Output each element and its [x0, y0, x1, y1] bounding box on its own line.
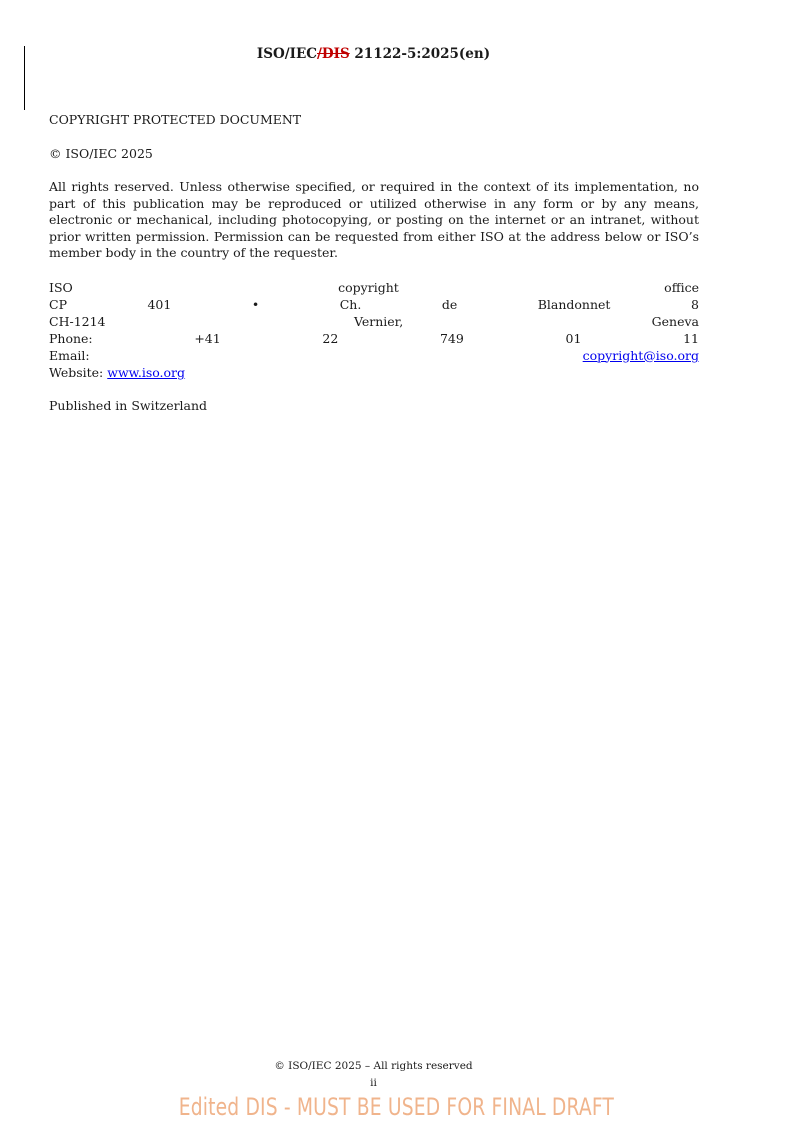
address-line-2: [49, 296, 699, 313]
header-struck-text: /DIS: [317, 46, 350, 62]
copyright-notice: COPYRIGHT PROTECTED DOCUMENT: [49, 112, 302, 127]
address-word: CP: [49, 296, 67, 312]
phone-word: 01: [565, 330, 582, 346]
address-word: CH-1214: [49, 313, 106, 329]
address-word: office: [664, 279, 699, 295]
phone-word: 11: [683, 330, 699, 346]
page-content: [49, 112, 699, 431]
website-link[interactable]: www.iso.org: [107, 364, 186, 380]
published-note: Published in Switzerland: [49, 397, 208, 413]
phone-word: 22: [322, 330, 339, 346]
copyright-line: © ISO/IEC 2025: [49, 145, 153, 161]
email-line: [49, 347, 699, 364]
phone-word: Phone:: [49, 330, 93, 346]
address-word: de: [441, 296, 458, 312]
document-header: [0, 46, 747, 62]
address-line-3: [49, 313, 699, 330]
address-word: 401: [147, 296, 172, 312]
email-label: Email:: [49, 347, 90, 363]
header-prefix: ISO/IEC: [256, 46, 317, 62]
website-label: Website:: [49, 364, 108, 380]
address-word: Ch.: [339, 296, 362, 312]
website-line: [49, 364, 699, 381]
address-word: copyright: [338, 279, 399, 295]
phone-line: [49, 330, 699, 347]
address-word: •: [251, 296, 260, 312]
footer-copyright: © ISO/IEC 2025 – All rights reserved: [274, 1060, 473, 1072]
page-number: ii: [370, 1077, 377, 1089]
header-suffix: 21122-5:2025(en): [349, 46, 491, 62]
address-word: Blandonnet: [537, 296, 611, 312]
address-word: ISO: [49, 279, 73, 295]
phone-word: 749: [439, 330, 464, 346]
email-link[interactable]: copyright@iso.org: [582, 347, 699, 363]
address-word: Vernier,: [353, 313, 404, 329]
phone-word: +41: [194, 330, 221, 346]
address-line-1: [49, 279, 699, 296]
address-block: [49, 279, 699, 381]
address-word: Geneva: [651, 313, 699, 329]
draft-watermark: Edited DIS - MUST BE USED FOR FINAL DRAFT: [178, 1093, 615, 1121]
rights-paragraph: All rights reserved. Unless otherwise specified, or required in the context of its implementation, no part of this publication may be reproduced or utilized otherwise in any form or by any means, electronic or mechanical, including photocopying, or posting on the internet or an intranet, without prior written permission. Permission can be requested from either ISO at the address below or ISO’s member body in the country of the requester.: [49, 179, 699, 260]
address-word: 8: [690, 296, 699, 312]
